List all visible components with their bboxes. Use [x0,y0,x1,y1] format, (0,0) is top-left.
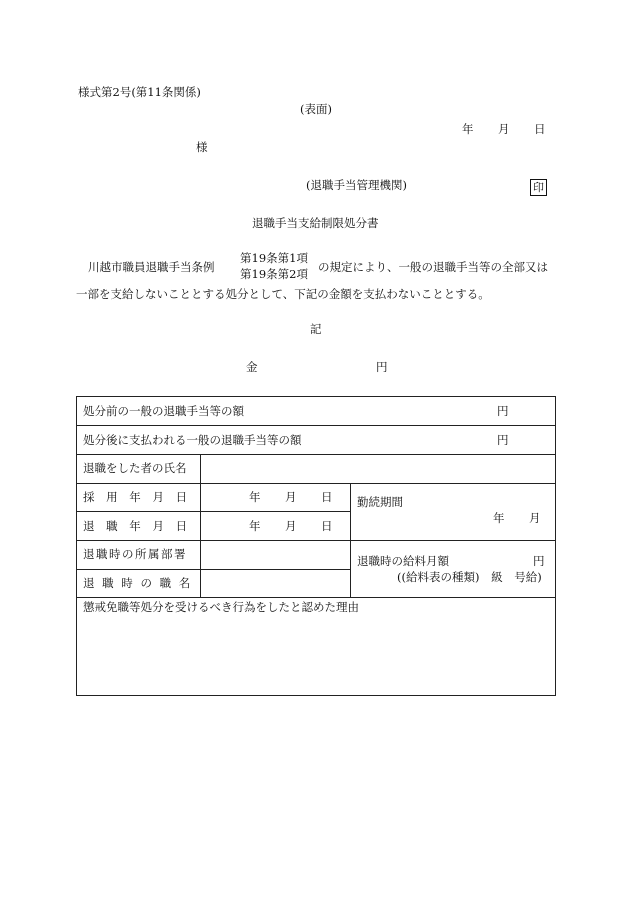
retire-date-label: 退 職 年 月 日 [83,519,188,533]
hire-year: 年 [249,490,261,504]
salary-label: 退職時の給料月額 [357,554,449,568]
divider [350,483,351,597]
date-month: 月 [498,122,510,136]
document-title: 退職手当支給制限処分書 [252,216,379,230]
row-after-label: 処分後に支払われる一般の退職手当等の額 [83,433,302,447]
divider [77,511,350,512]
amount-yen: 円 [376,360,388,374]
service-period-label: 勤続期間 [357,495,403,509]
clause-2: 第19条第2項 [240,267,308,281]
post-label: 退 職 時 の 職 名 [83,576,191,590]
date-year: 年 [462,122,474,136]
issuer-label: (退職手当管理機関) [306,178,407,192]
form-number: 様式第2号(第11条関係) [78,85,201,99]
service-year: 年 [493,511,505,525]
body-line-1: の規定により、一般の退職手当等の全部又は [318,260,548,274]
amount-kin: 金 [246,360,258,374]
hire-month: 月 [285,490,297,504]
divider [77,483,555,484]
reason-label: 懲戒免職等処分を受けるべき行為をしたと認めた理由 [83,600,359,614]
divider [77,454,555,455]
ki-label: 記 [310,322,322,336]
divider [77,425,555,426]
dept-label: 退職時の所属部署 [83,547,187,561]
form-table [76,396,556,696]
row-before-label: 処分前の一般の退職手当等の額 [83,404,244,418]
side-label: (表面) [300,102,332,116]
divider [77,569,350,570]
body-line-2: 一部を支給しないこととする処分として、下記の金額を支払わないこととする。 [76,287,490,301]
addressee-suffix: 様 [196,140,208,154]
retire-year: 年 [249,519,261,533]
date-day: 日 [534,122,546,136]
salary-unit: 円 [533,554,545,568]
salary-sub: ((給料表の種類) 級 号給) [397,570,542,584]
divider [200,454,201,597]
service-month: 月 [529,511,541,525]
retire-month: 月 [285,519,297,533]
divider [77,540,555,541]
seal-icon: 印 [530,179,547,196]
row-before-unit: 円 [497,404,509,418]
divider [77,597,555,598]
clause-1: 第19条第1項 [240,251,308,265]
hire-date-label: 採 用 年 月 日 [83,490,188,504]
name-label: 退職をした者の氏名 [83,461,187,475]
ordinance-name: 川越市職員退職手当条例 [88,260,215,274]
row-after-unit: 円 [497,433,509,447]
retire-day: 日 [321,519,333,533]
hire-day: 日 [321,490,333,504]
